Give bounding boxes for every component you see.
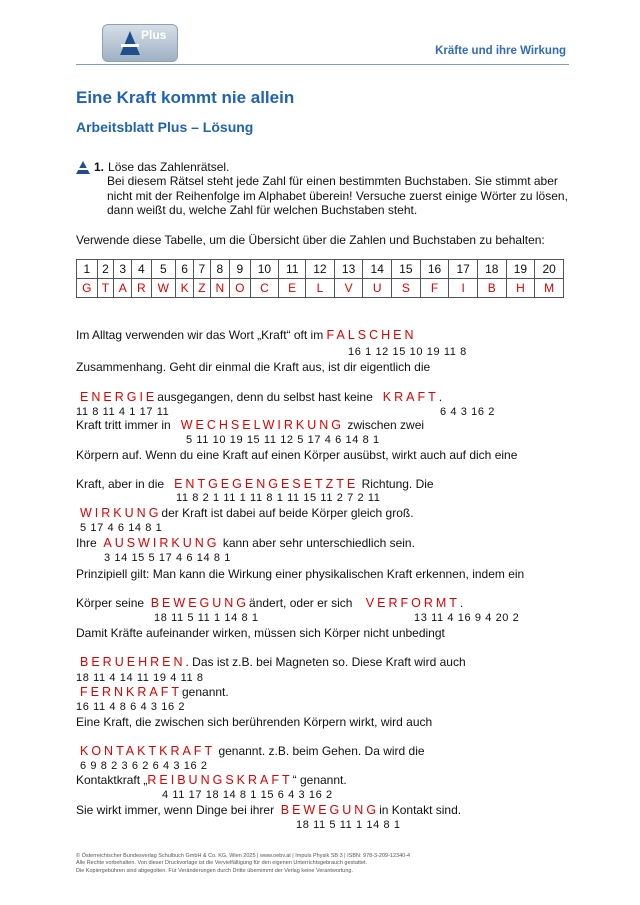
code-number-cell: 1 <box>77 260 98 279</box>
text-line-10 <box>76 596 463 610</box>
code-number-cell: 3 <box>114 260 132 279</box>
number-hint: 18 11 4 14 11 19 4 11 8 <box>76 672 204 684</box>
text-segment: kann aber sehr unterschiedlich sein. <box>222 536 415 550</box>
text-segment: Kraft tritt immer in <box>76 418 171 432</box>
text-line-16 <box>76 773 347 787</box>
answer-word-verformt: VERFORMT <box>365 596 460 610</box>
code-number-cell: 16 <box>420 260 449 279</box>
code-letter-cell: W <box>151 279 176 298</box>
code-letter-cell: G <box>77 279 98 298</box>
code-number-cell: 13 <box>334 260 363 279</box>
footer-copyright: © Österreichischer Bundesverlag Schulbuch GmbH & Co. KG, Wien 2025 | www.oebv.at | Impuls Physik SB 3 | ISBN: 978-3-209-12340-4 <box>76 853 411 859</box>
text-line-1 <box>76 328 417 342</box>
code-letter-cell: O <box>229 279 250 298</box>
text-segment: Im Alltag verwenden wir das Wort „Kraft“ oft im <box>76 328 324 342</box>
code-letter-cell: I <box>449 279 478 298</box>
text-segment: Sie wirkt immer, wenn Dinge bei ihrer <box>76 803 275 817</box>
code-number-cell: 15 <box>392 260 421 279</box>
number-hint: 13 11 4 16 9 4 20 2 <box>414 612 520 624</box>
footer <box>76 853 410 875</box>
text-segment: ausgegangen, denn du selbst hast keine <box>157 390 373 404</box>
code-number-cell: 10 <box>250 260 279 279</box>
code-number-cell: 18 <box>477 260 506 279</box>
code-number-cell: 14 <box>363 260 392 279</box>
text-line-4 <box>76 418 424 432</box>
code-letter-cell: A <box>114 279 132 298</box>
number-hint: 6 4 3 16 2 <box>440 406 495 418</box>
text-line-6 <box>76 477 434 491</box>
answer-word-wechselwirkung: WECHSELWIRKUNG <box>180 418 345 432</box>
text-segment: der Kraft ist dabei auf beide Körper gleich groß. <box>161 506 414 520</box>
code-number-cell: 4 <box>132 260 151 279</box>
code-table <box>76 259 564 298</box>
code-number-cell: 20 <box>535 260 564 279</box>
text-line-11: Damit Kräfte aufeinander wirken, müssen sich Körper nicht unbedingt <box>76 626 445 640</box>
task-1 <box>94 160 574 217</box>
code-letter-cell: V <box>334 279 363 298</box>
number-hint: 11 8 11 4 1 17 11 <box>76 406 170 418</box>
code-letter-cell: C <box>250 279 279 298</box>
code-letter-cell: F <box>420 279 449 298</box>
code-letter-cell: B <box>477 279 506 298</box>
code-letter-cell: K <box>176 279 194 298</box>
number-hint: 3 14 15 5 17 4 6 14 8 1 <box>104 552 231 564</box>
code-number-cell: 2 <box>97 260 114 279</box>
answer-word-falschen: FALSCHEN <box>326 328 417 342</box>
text-line-12 <box>76 655 466 669</box>
code-letter-cell: S <box>392 279 421 298</box>
code-table-letters-row <box>77 279 564 298</box>
code-letter-cell: U <box>363 279 392 298</box>
text-line-8 <box>76 536 415 550</box>
number-hint: 5 17 4 6 14 8 1 <box>80 522 163 534</box>
header-divider <box>76 64 569 65</box>
code-number-cell: 7 <box>194 260 211 279</box>
answer-word-kraft: KRAFT <box>382 390 439 404</box>
text-line-7 <box>76 506 414 520</box>
answer-word-auswirkung: AUSWIRKUNG <box>103 536 220 550</box>
publisher-logo <box>102 24 178 62</box>
answer-word-kontaktkraft: KONTAKTKRAFT <box>80 744 216 758</box>
code-number-cell: 9 <box>229 260 250 279</box>
text-line-14: Eine Kraft, die zwischen sich berührenden Körpern wirkt, wird auch <box>76 715 433 729</box>
text-segment: Richtung. Die <box>361 477 434 491</box>
task-number: 1. <box>94 160 105 174</box>
answer-word-bewegung: BEWEGUNG <box>150 596 250 610</box>
text-segment: . <box>459 596 464 610</box>
answer-word-wirkung: WIRKUNG <box>80 506 162 520</box>
number-hint: 18 11 5 11 1 14 8 1 <box>154 612 259 624</box>
code-letter-cell: N <box>210 279 229 298</box>
triangle-bullet-icon <box>76 161 90 174</box>
answer-word-beruehren: BERUEHREN <box>80 655 186 669</box>
text-segment: “ genannt. <box>292 773 347 787</box>
triangle-logo-icon <box>119 30 141 56</box>
text-line-2: Zusammenhang. Geht dir einmal die Kraft aus, ist dir eigentlich die <box>76 360 431 374</box>
text-segment: Kontaktkraft „ <box>76 773 148 787</box>
code-number-cell: 12 <box>306 260 335 279</box>
task-heading: Löse das Zahlenrätsel. <box>108 160 230 174</box>
text-segment: . Das ist z.B. bei Magneten so. Diese Kraft wird auch <box>185 655 466 669</box>
footer-disclaimer: Die Kopiergebühren sind abgegolten. Für Veränderungen durch Dritte übernimmt der Verlag keine Verantwortung. <box>76 867 354 874</box>
text-segment: . <box>438 390 443 404</box>
code-letter-cell: Z <box>194 279 211 298</box>
code-number-cell: 19 <box>506 260 535 279</box>
table-intro: Verwende diese Tabelle, um die Übersicht über die Zahlen und Buchstaben zu behalten: <box>76 233 545 247</box>
page-subtitle: Arbeitsblatt Plus – Lösung <box>76 119 254 135</box>
number-hint: 18 11 5 11 1 14 8 1 <box>296 819 401 831</box>
logo-text: Plus <box>141 28 167 42</box>
number-hint: 6 9 8 2 3 6 2 6 4 3 16 2 <box>80 760 208 772</box>
code-letter-cell: M <box>535 279 564 298</box>
header-title: Kräfte und ihre Wirkung <box>435 45 566 57</box>
number-hint: 5 11 10 19 15 11 12 5 17 4 6 14 8 1 <box>186 434 380 446</box>
number-hint: 16 11 4 8 6 4 3 16 2 <box>76 701 186 713</box>
page-title: Eine Kraft kommt nie allein <box>76 88 295 107</box>
text-segment: genannt. <box>182 685 229 699</box>
text-segment: Kraft, aber in die <box>76 477 165 491</box>
number-hint: 11 8 2 1 11 1 11 8 1 11 15 11 2 7 2 11 <box>176 492 381 504</box>
answer-word-energie: ENERGIE <box>80 390 158 404</box>
code-number-cell: 5 <box>151 260 176 279</box>
text-segment: in Kontakt sind. <box>379 803 462 817</box>
text-line-9: Prinzipiell gilt: Man kann die Wirkung einer physikalischen Kraft erkennen, indem ein <box>76 567 525 581</box>
code-number-cell: 11 <box>279 260 306 279</box>
text-line-15 <box>76 744 425 758</box>
text-line-3 <box>76 390 442 404</box>
answer-word-entgegengesetzte: ENTGEGENGESETZTE <box>174 477 359 491</box>
text-segment: zwischen zwei <box>347 418 425 432</box>
text-line-17 <box>76 803 461 817</box>
task-text: Bei diesem Rätsel steht jede Zahl für einen bestimmten Buchstaben. Sie stimmt aber nicht mit der Reihenfolge im Alphabet überein! Versuche zuerst einige Wörter zu lösen, dann weißt du, welche Zahl für welchen Buchstaben steht. <box>107 174 568 217</box>
number-hint: 16 1 12 15 10 19 11 8 <box>348 346 467 358</box>
answer-word-bewegung: BEWEGUNG <box>280 803 380 817</box>
number-hint: 4 11 17 18 14 8 1 15 6 4 3 16 2 <box>162 789 333 801</box>
text-line-13 <box>76 685 229 699</box>
code-letter-cell: L <box>306 279 335 298</box>
footer-rights: Alle Rechte vorbehalten. Von dieser Druckvorlage ist die Vervielfältigung für den eigenen Unterrichtsgebrauch gestattet. <box>76 860 368 867</box>
text-segment: Körper seine <box>76 596 145 610</box>
text-segment: ändert, oder er sich <box>249 596 353 610</box>
code-table-numbers-row <box>77 260 564 279</box>
code-number-cell: 17 <box>449 260 478 279</box>
code-number-cell: 8 <box>210 260 229 279</box>
text-segment: Ihre <box>76 536 97 550</box>
answer-word-fernkraft: FERNKRAFT <box>80 685 182 699</box>
code-letter-cell: E <box>279 279 306 298</box>
text-segment: genannt. z.B. beim Gehen. Da wird die <box>218 744 425 758</box>
answer-word-reibungskraft: REIBUNGSKRAFT <box>147 773 293 787</box>
code-number-cell: 6 <box>176 260 194 279</box>
code-letter-cell: T <box>97 279 114 298</box>
code-letter-cell: H <box>506 279 535 298</box>
code-letter-cell: R <box>132 279 151 298</box>
text-line-5: Körpern auf. Wenn du eine Kraft auf einen Körper ausübst, wirkt auch auf dich eine <box>76 448 518 462</box>
